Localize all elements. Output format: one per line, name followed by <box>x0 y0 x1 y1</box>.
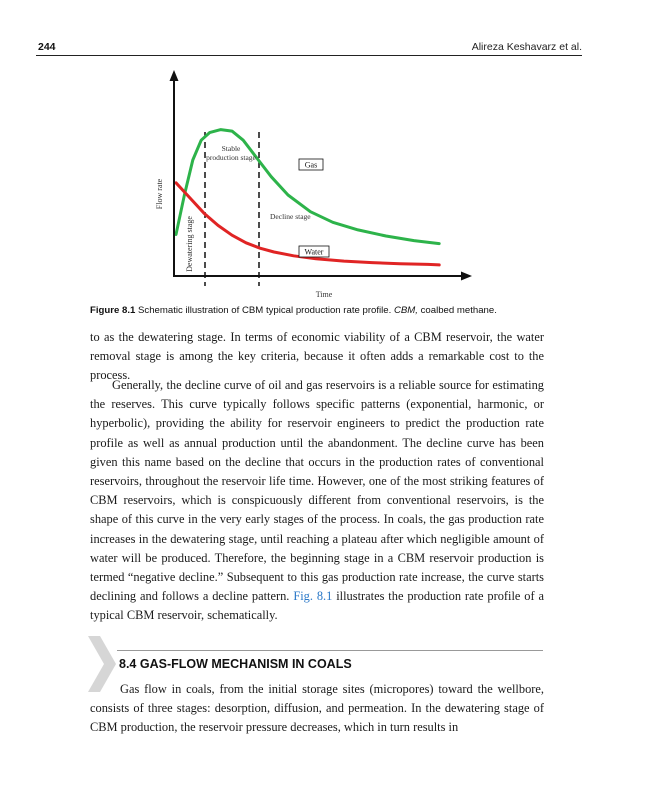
section-title: GAS-FLOW MECHANISM IN COALS <box>139 657 352 671</box>
caption-abbr-def: coalbed methane. <box>420 305 497 316</box>
x-axis-arrow <box>461 272 472 281</box>
page-number: 244 <box>38 41 56 53</box>
section-rule <box>117 650 543 651</box>
gas-series-line <box>176 130 439 244</box>
y-axis-label: Flow rate <box>155 178 164 210</box>
section-number: 8.4 <box>119 657 137 671</box>
y-axis-arrow <box>170 70 179 81</box>
decline-stage-label: Decline stage <box>270 212 311 221</box>
section-heading <box>119 657 352 671</box>
paragraph-text-part: illustrates the production rate profile of a typical CBM reservoir, schematically. <box>90 589 545 623</box>
x-axis-label: Time <box>315 290 333 299</box>
water-label: Water <box>304 247 324 257</box>
caption-label: Figure 8.1 <box>90 305 136 316</box>
gas-label: Gas <box>304 160 318 170</box>
running-header-authors: Alireza Keshavarz et al. <box>471 41 582 53</box>
stable-stage-label-line2: production stage <box>206 153 256 162</box>
paragraph-text <box>90 376 544 626</box>
body-paragraph-2 <box>90 376 544 626</box>
section-paragraph-1 <box>90 680 544 738</box>
dewatering-stage-label: Dewatering stage <box>185 216 194 272</box>
figure-caption <box>90 305 497 316</box>
header-rule <box>36 55 582 56</box>
caption-text: Schematic illustration of CBM typical production rate profile. <box>138 305 392 316</box>
paragraph-text: to as the dewatering stage. In terms of economic viability of a CBM reservoir, the water removal stage is among the key criteria, because it often adds a remarkable cost to the process. <box>90 330 544 383</box>
paragraph-text: Gas flow in coals, from the initial storage sites (micropores) toward the wellbore, consists of three stages: desorption, diffusion, and permeation. In the dewatering stage of CBM production, the reservoir pressure decreases, which in turn results in <box>90 682 544 735</box>
figure-8-1 <box>150 66 480 306</box>
figure-reference-link[interactable]: Fig. 8.1 <box>293 589 333 604</box>
caption-abbr: CBM, <box>393 305 418 316</box>
stable-stage-label-line1: Stable <box>221 144 241 153</box>
paragraph-text-part: Generally, the decline curve of oil and gas reservoirs is a reliable source for estimating the reserves. This curve typically follows specific patterns (exponential, harmonic, or hyperbolic), providing the ability for reservoir engineers to predict the production rate profile as well as annual production until the abandonment. The decline curve has been given this name based on the decline that occurs in the production rates of conventional reservoirs, throughout the reservoir life time. However, one of the most striking features of CBM reservoirs, which is conspicuously different from conventional reservoirs, is the shape of this curve in the very early stages of the process. In coals, the gas production rate increases in the dewatering stage, until reaching a plateau after which negligible amount of water will be produced. Therefore, the beginning stage in a CBM reservoir production is termed “negative decline.” Subsequent to this gas production rate increase, the curve starts declining and follows a decline pattern. <box>90 378 544 604</box>
